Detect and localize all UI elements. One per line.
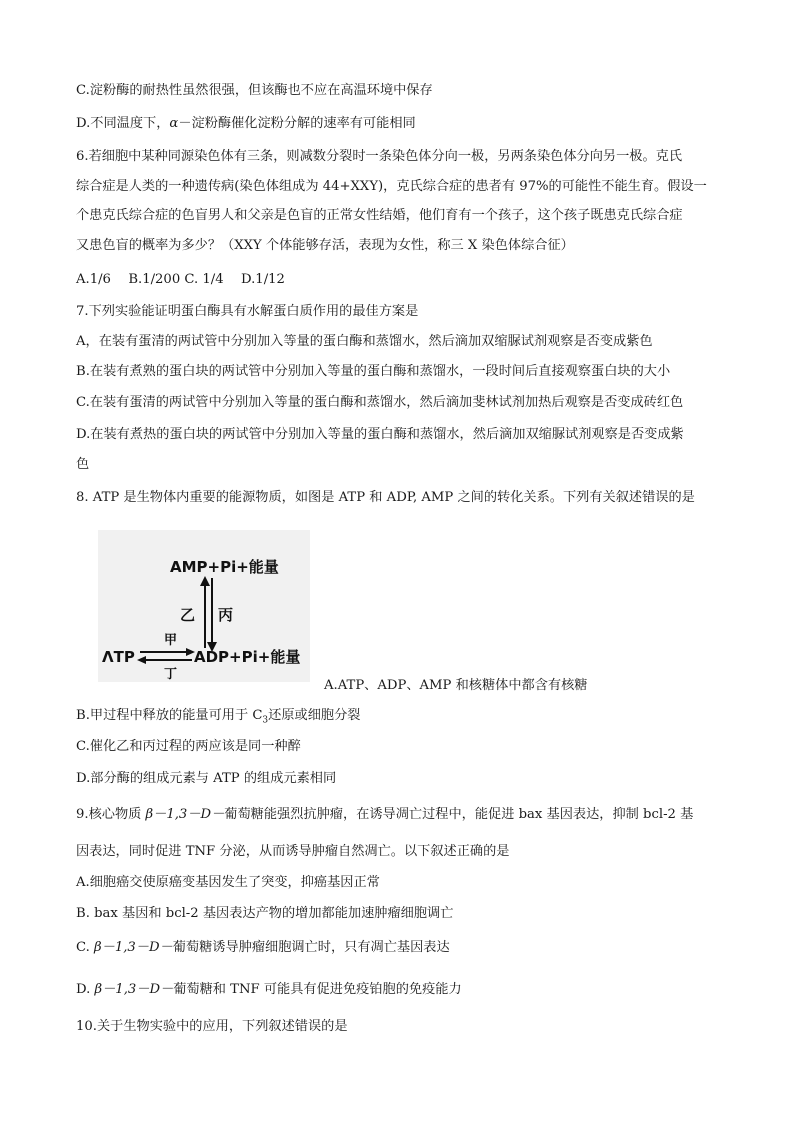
diagram-top-label: AMP+Pi+能量 <box>170 558 279 576</box>
question-6-line-3: 个患克氏综合症的色盲男人和父亲是色盲的正常女性结婚，他们育有一个孩子，这个孩子既患克氏综合症 <box>76 208 683 223</box>
question-7-option-b: B.在装有煮熟的蛋白块的两试管中分别加入等量的蛋白酶和蒸馏水，一段时间后直接观察蛋白块的大小 <box>76 364 671 379</box>
question-10-stem: 10.关于生物实验中的应用，下列叙述错误的是 <box>76 1019 348 1034</box>
option-d-starch-enzyme <box>76 114 726 134</box>
text-segment: 还原或细胞分裂 <box>268 708 361 723</box>
question-6-line-4: 又患色盲的概率为多少？（XXY 个体能够存活，表现为女性，称三 X 染色体综合征） <box>76 238 574 253</box>
diagram-atp-label: ΛTP <box>102 648 135 666</box>
subscript: 3 <box>262 715 269 726</box>
question-6-options: A.1/6 B.1/200 C. 1/4 D.1/12 <box>76 272 285 287</box>
text-segment: 9.核心物质 <box>76 807 146 822</box>
arrow-up-head <box>200 576 210 586</box>
math-beta-glucan: β－1,3－D－ <box>94 982 174 997</box>
option-c-starch-enzyme: C.淀粉酶的耐热性虽然很强，但该酶也不应在高温环境中保存 <box>76 83 433 98</box>
question-8-option-b <box>76 706 726 731</box>
math-beta-glucan: β－1,3－D－ <box>94 940 173 955</box>
text-segment: C. <box>76 940 95 955</box>
text-segment: 葡萄糖和 TNF 可能具有促进免疫铂胞的免疫能力 <box>173 982 462 997</box>
question-7-stem: 7.下列实验能证明蛋白酶具有水解蛋白质作用的最佳方案是 <box>76 304 419 319</box>
diagram-upper-arrow-label: 甲 <box>164 633 178 648</box>
text-segment: 葡萄糖能强烈抗肿瘤，在诱导凋亡过程中，能促进 bax 基因表达，抑制 bcl-2 基 <box>224 807 694 822</box>
question-6-line-2: 综合症是人类的一种遗传病(染色体组成为 44+XXY)，克氏综合症的患者有 97%的可能性不能生育。假设一 <box>76 179 707 194</box>
question-7-option-c: C.在装有蛋清的两试管中分别加入等量的蛋白酶和蒸馏水，然后滴加斐林试剂加热后观察是否变成砖红色 <box>76 395 684 410</box>
diagram-adp-label: ADP+Pi+能量 <box>194 648 301 666</box>
question-7-option-d-cont: 色 <box>76 457 90 472</box>
question-9-option-d <box>76 980 726 1000</box>
text-segment: D.不同温度下， <box>76 116 170 131</box>
text-segment: 葡萄糖诱导肿瘤细胞调亡时，只有凋亡基因表达 <box>172 940 450 955</box>
question-9-line-2: 因表达，同时促进 TNF 分泌，从而诱导肿瘤自然凋亡。以下叙述正确的是 <box>76 844 510 859</box>
question-6-line-1: 6.若细胞中某种同源染色体有三条，则减数分裂时一条染色体分向一极，另两条染色体分向另一极。克氏 <box>76 149 683 164</box>
question-9-option-c <box>76 938 726 958</box>
question-8-option-a: A.ATP、ADP、AMP 和核糖体中都含有核糖 <box>324 678 588 693</box>
diagram-lower-arrow-label: 丁 <box>164 667 178 682</box>
question-9-option-a: A.细胞癌交使原癌变基因发生了突变，抑癌基因正常 <box>76 875 380 890</box>
arrow-left-head <box>137 656 146 664</box>
question-9-option-b: B. bax 基因和 bcl-2 基因表达产物的增加都能加速肿瘤细胞调亡 <box>76 906 454 921</box>
text-segment: B.甲过程中释放的能量可用于 C <box>76 708 263 723</box>
question-8-stem: 8. ATP 是生物体内重要的能源物质，如图是 ATP 和 ADP, AMP 之间的转化关系。下列有关叙述错误的是 <box>76 490 695 505</box>
math-beta-glucan: β－1,3－D－ <box>145 807 225 822</box>
text-segment: D. <box>76 982 95 997</box>
text-segment: －淀粉酶催化淀粉分解的速率有可能相同 <box>178 116 416 131</box>
question-8-option-c: C.催化乙和丙过程的两应该是同一种醉 <box>76 739 301 754</box>
diagram-left-label: 乙 <box>180 606 196 624</box>
math-alpha: α <box>169 116 179 131</box>
atp-conversion-diagram <box>98 530 310 682</box>
question-9-line-1 <box>76 805 726 825</box>
question-7-option-a: A，在装有蛋清的两试管中分别加入等量的蛋白酶和蒸馏水，然后滴加双缩脲试剂观察是否变成紫色 <box>76 334 653 349</box>
question-8-option-d: D.部分酶的组成元素与 ATP 的组成元素相同 <box>76 771 337 786</box>
diagram-right-label: 丙 <box>218 606 234 624</box>
question-7-option-d: D.在装有煮热的蛋白块的两试管中分别加入等量的蛋白酶和蒸馏水，然后滴加双缩脲试剂观察是否变成紫 <box>76 427 684 442</box>
